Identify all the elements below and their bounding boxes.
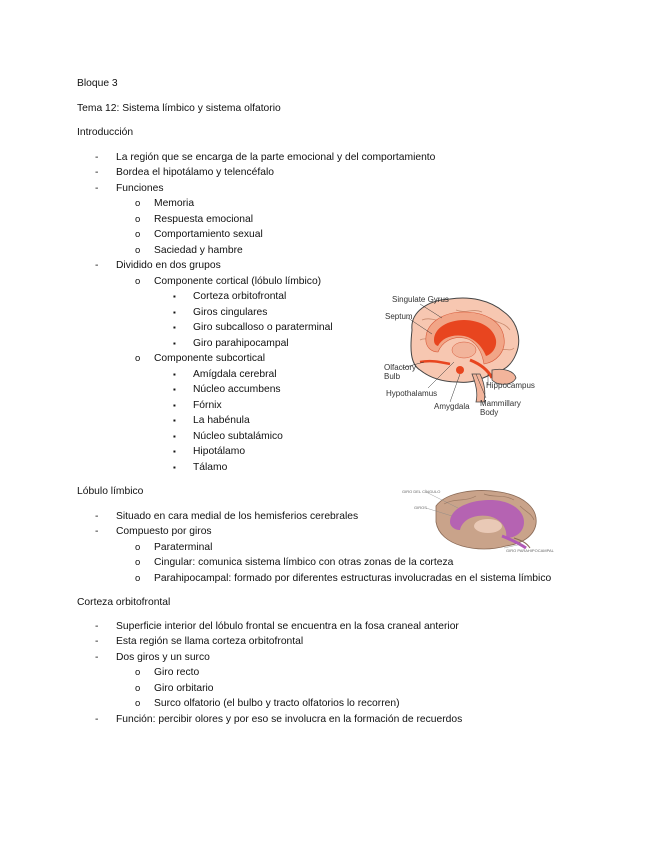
circle-bullet: o — [135, 353, 141, 364]
label-hippocampus: Hippocampus — [486, 381, 535, 390]
dash-bullet: - — [95, 526, 99, 537]
topic-title: Tema 12: Sistema límbico y sistema olfatorio — [77, 103, 281, 114]
square-bullet: ▪ — [173, 416, 176, 425]
list-item: Función: percibir olores y por eso se involucra en la formación de recuerdos — [116, 714, 463, 725]
list-item: Componente cortical (lóbulo límbico) — [154, 276, 322, 287]
label-septum: Septum — [385, 312, 413, 321]
list-item: Giro recto — [154, 667, 200, 678]
list-item: Dividido en dos grupos — [116, 260, 221, 271]
circle-bullet: o — [135, 542, 141, 553]
list-item: Giros cingulares — [193, 307, 268, 318]
dash-bullet: - — [95, 183, 99, 194]
dash-bullet: - — [95, 636, 99, 647]
list-item: Funciones — [116, 183, 164, 194]
square-bullet: ▪ — [173, 432, 176, 441]
square-bullet: ▪ — [173, 447, 176, 456]
list-item: Comportamiento sexual — [154, 229, 263, 240]
square-bullet: ▪ — [173, 401, 176, 410]
circle-bullet: o — [135, 276, 141, 287]
label-singulate-gyrus: Singulate Gyrus — [392, 295, 449, 304]
label-mammillary-body: Body — [480, 408, 499, 417]
list-item: Fórnix — [193, 400, 222, 411]
dash-bullet: - — [95, 621, 99, 632]
block-title: Bloque 3 — [77, 78, 118, 89]
circle-bullet: o — [135, 214, 141, 225]
circle-bullet: o — [135, 683, 141, 694]
square-bullet: ▪ — [173, 339, 176, 348]
circle-bullet: o — [135, 573, 141, 584]
circle-bullet: o — [135, 557, 141, 568]
list-item: Surco olfatorio (el bulbo y tracto olfatorios lo recorren) — [154, 698, 400, 709]
square-bullet: ▪ — [173, 323, 176, 332]
list-item: Respuesta emocional — [154, 214, 254, 225]
list-item: Hipotálamo — [193, 446, 246, 457]
circle-bullet: o — [135, 667, 141, 678]
list-item: Tálamo — [193, 462, 228, 473]
list-item: La habénula — [193, 415, 250, 426]
square-bullet: ▪ — [173, 308, 176, 317]
list-item: Núcleo subtalámico — [193, 431, 283, 442]
list-item: Esta región se llama corteza orbitofrontal — [116, 636, 304, 647]
label-mammillary: Mammillary — [480, 399, 521, 408]
section-heading-lobulo-limbico: Lóbulo límbico — [77, 486, 144, 497]
list-item: Saciedad y hambre — [154, 245, 243, 256]
dash-bullet: - — [95, 152, 99, 163]
square-bullet: ▪ — [173, 385, 176, 394]
list-item: Núcleo accumbens — [193, 384, 281, 395]
list-item: Giro orbitario — [154, 683, 214, 694]
label-hypothalamus: Hypothalamus — [386, 389, 438, 398]
square-bullet: ▪ — [173, 370, 176, 379]
list-item: Cingular: comunica sistema límbico con otras zonas de la corteza — [154, 557, 454, 568]
dash-bullet: - — [95, 652, 99, 663]
circle-bullet: o — [135, 698, 141, 709]
section-heading-corteza-orbitofrontal: Corteza orbitofrontal — [77, 597, 171, 608]
limbic-system-diagram — [380, 290, 540, 418]
circle-bullet: o — [135, 229, 141, 240]
list-item: Giro subcalloso o paraterminal — [193, 322, 333, 333]
label-olfactory: Olfactory — [384, 363, 417, 372]
square-bullet: ▪ — [173, 463, 176, 472]
list-item: La región que se encarga de la parte emocional y del comportamiento — [116, 152, 436, 163]
label-olfactory-bulb: Bulb — [384, 372, 401, 381]
list-item: Componente subcortical — [154, 353, 266, 364]
list-item: Situado en cara medial de los hemisferios cerebrales — [116, 511, 359, 522]
label-amygdala: Amygdala — [434, 402, 470, 411]
dash-bullet: - — [95, 511, 99, 522]
list-item: Superficie interior del lóbulo frontal se encuentra en la fosa craneal anterior — [116, 621, 459, 632]
circle-bullet: o — [135, 198, 141, 209]
list-item: Corteza orbitofrontal — [193, 291, 287, 302]
label-giro-del-cingulo: GIRO DEL CÍNGULO — [402, 489, 441, 494]
list-item: Amígdala cerebral — [193, 369, 277, 380]
dash-bullet: - — [95, 260, 99, 271]
list-item: Bordea el hipotálamo y telencéfalo — [116, 167, 274, 178]
section-heading-introduccion: Introducción — [77, 127, 134, 138]
list-item: Memoria — [154, 198, 195, 209]
list-item: Paraterminal — [154, 542, 213, 553]
circle-bullet: o — [135, 245, 141, 256]
list-item: Parahipocampal: formado por diferentes estructuras involucradas en el sistema límbico — [154, 573, 552, 584]
label-giros: GIROS — [414, 505, 427, 510]
dash-bullet: - — [95, 714, 99, 725]
dash-bullet: - — [95, 167, 99, 178]
list-item: Compuesto por giros — [116, 526, 212, 537]
list-item: Giro parahipocampal — [193, 338, 289, 349]
medial-brain-diagram — [396, 486, 556, 554]
label-giro-parahipocampal: GIRO PARAHIPOCAMPAL — [506, 548, 554, 553]
list-item: Dos giros y un surco — [116, 652, 210, 663]
square-bullet: ▪ — [173, 292, 176, 301]
